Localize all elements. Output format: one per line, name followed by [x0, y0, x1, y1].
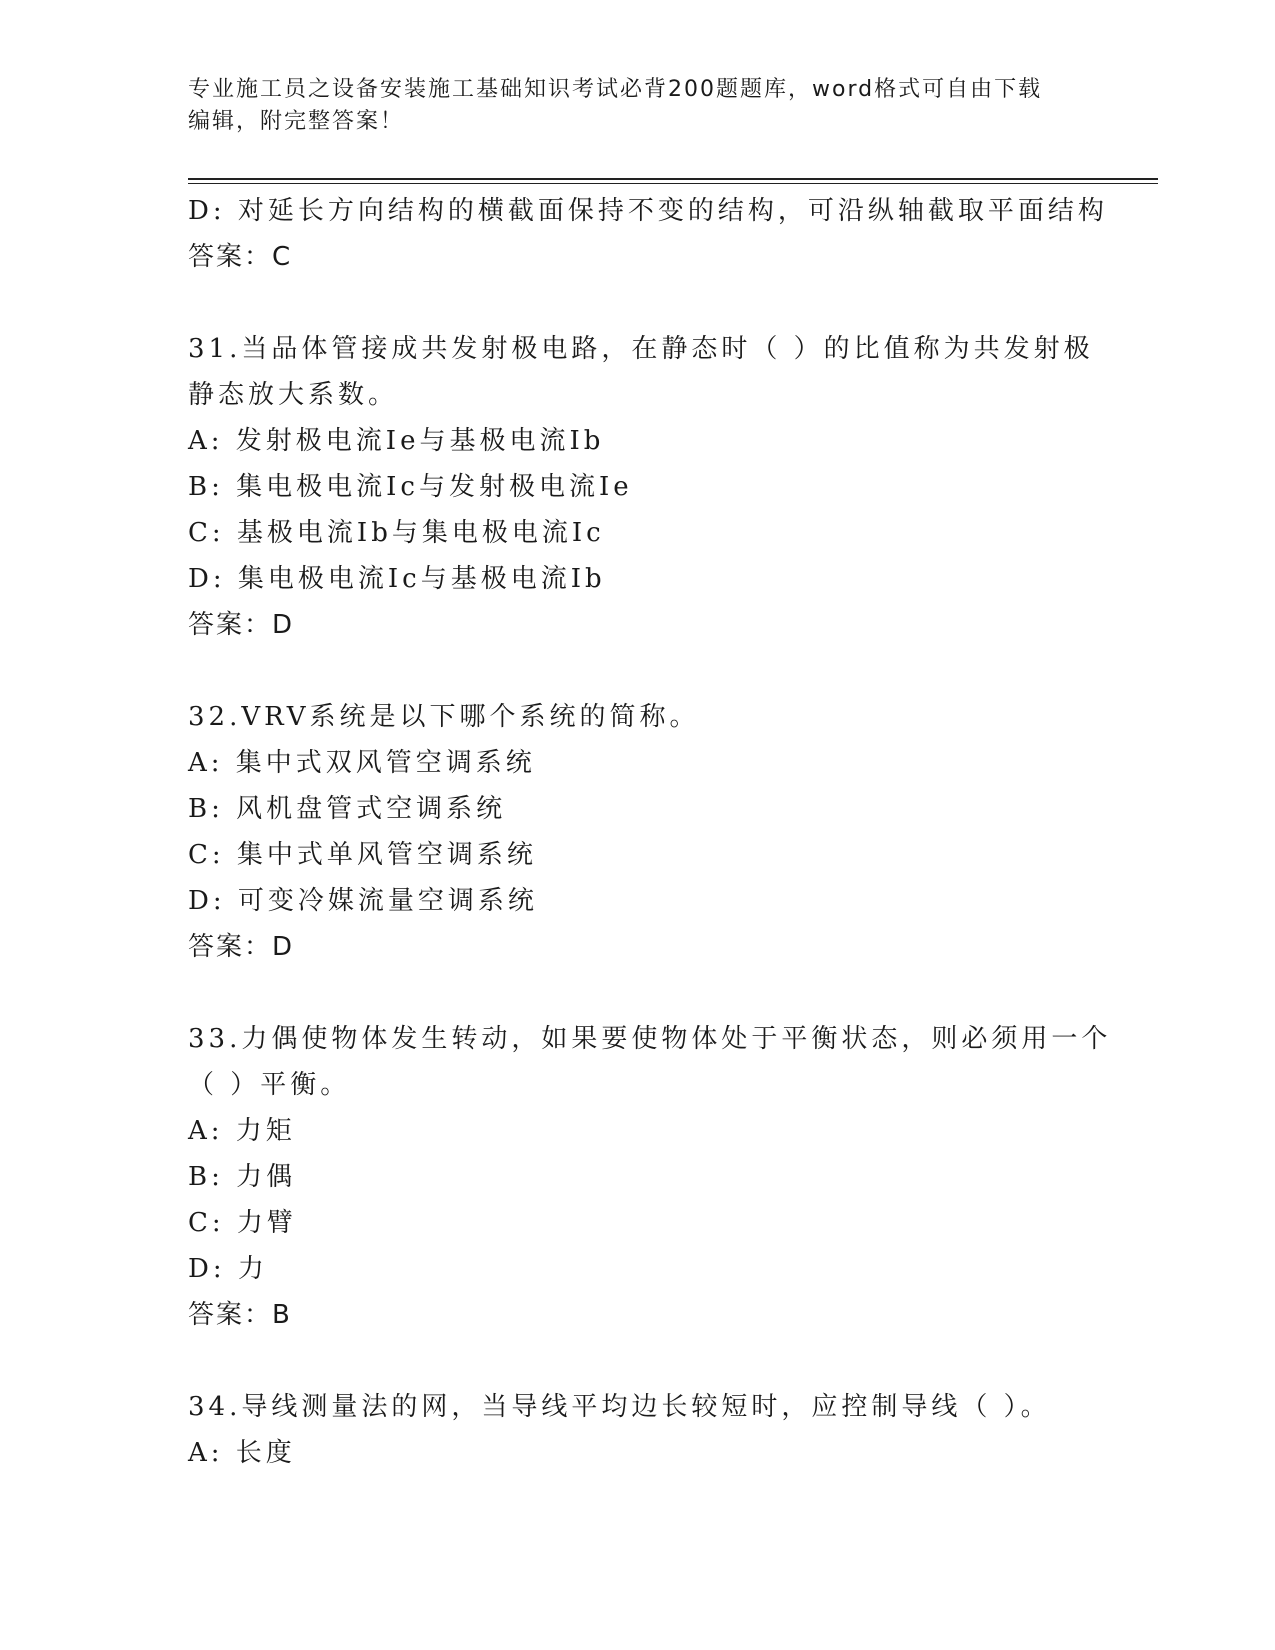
q32-option-d: D: 可变冷媒流量空调系统: [188, 886, 538, 916]
spacer: [188, 280, 1148, 326]
header-divider-thin: [188, 183, 1158, 184]
q31-option-d: D: 集电极电流Ic与基极电流Ib: [188, 564, 606, 594]
header-line-1: 专业施工员之设备安装施工基础知识考试必背200题题库，word格式可自由下载: [188, 77, 1043, 102]
question-31: [188, 326, 1148, 648]
q32-option-a: A: 集中式双风管空调系统: [188, 748, 536, 778]
q31-answer: 答案：D: [188, 610, 295, 640]
q31-option-b: B: 集电极电流Ic与发射极电流Ie: [188, 472, 633, 502]
q30-answer: 答案：C: [188, 242, 293, 272]
spacer: [188, 970, 1148, 1016]
header-line-2: 编辑，附完整答案！: [188, 109, 405, 134]
question-30-tail: [188, 188, 1148, 280]
q31-stem-line-2: 静态放大系数。: [188, 380, 399, 410]
question-32: [188, 694, 1148, 970]
q31-stem-line-1: 31.当品体管接成共发射极电路，在静态时（ ）的比值称为共发射极: [188, 334, 1094, 364]
question-list: [188, 188, 1148, 1476]
q33-answer: 答案：B: [188, 1300, 292, 1330]
q33-option-b: B: 力偶: [188, 1162, 297, 1192]
spacer: [188, 1338, 1148, 1384]
question-33: [188, 1016, 1148, 1338]
q33-option-d: D: 力: [188, 1254, 268, 1284]
q32-stem-line-1: 32.VRV系统是以下哪个系统的简称。: [188, 702, 700, 732]
question-34: [188, 1384, 1148, 1476]
q31-option-c: C: 基极电流Ib与集电极电流Ic: [188, 518, 605, 548]
q33-stem-line-1: 33.力偶使物体发生转动，如果要使物体处于平衡状态，则必须用一个: [188, 1024, 1112, 1054]
q33-option-c: C: 力臂: [188, 1208, 297, 1238]
document-header: [188, 74, 1088, 138]
q33-stem-line-2: （ ）平衡。: [188, 1070, 351, 1100]
q31-option-a: A: 发射极电流Ie与基极电流Ib: [188, 426, 605, 456]
q34-stem-line-1: 34.导线测量法的网，当导线平均边长较短时，应控制导线（ ）。: [188, 1392, 1051, 1422]
q32-answer: 答案：D: [188, 932, 295, 962]
q33-option-a: A: 力矩: [188, 1116, 296, 1146]
header-divider-thick: [188, 178, 1158, 180]
q34-option-a: A: 长度: [188, 1438, 296, 1468]
q32-option-b: B: 风机盘管式空调系统: [188, 794, 507, 824]
q30-option-d: D: 对延长方向结构的横截面保持不变的结构，可沿纵轴截取平面结构: [188, 196, 1108, 226]
q32-option-c: C: 集中式单风管空调系统: [188, 840, 537, 870]
spacer: [188, 648, 1148, 694]
